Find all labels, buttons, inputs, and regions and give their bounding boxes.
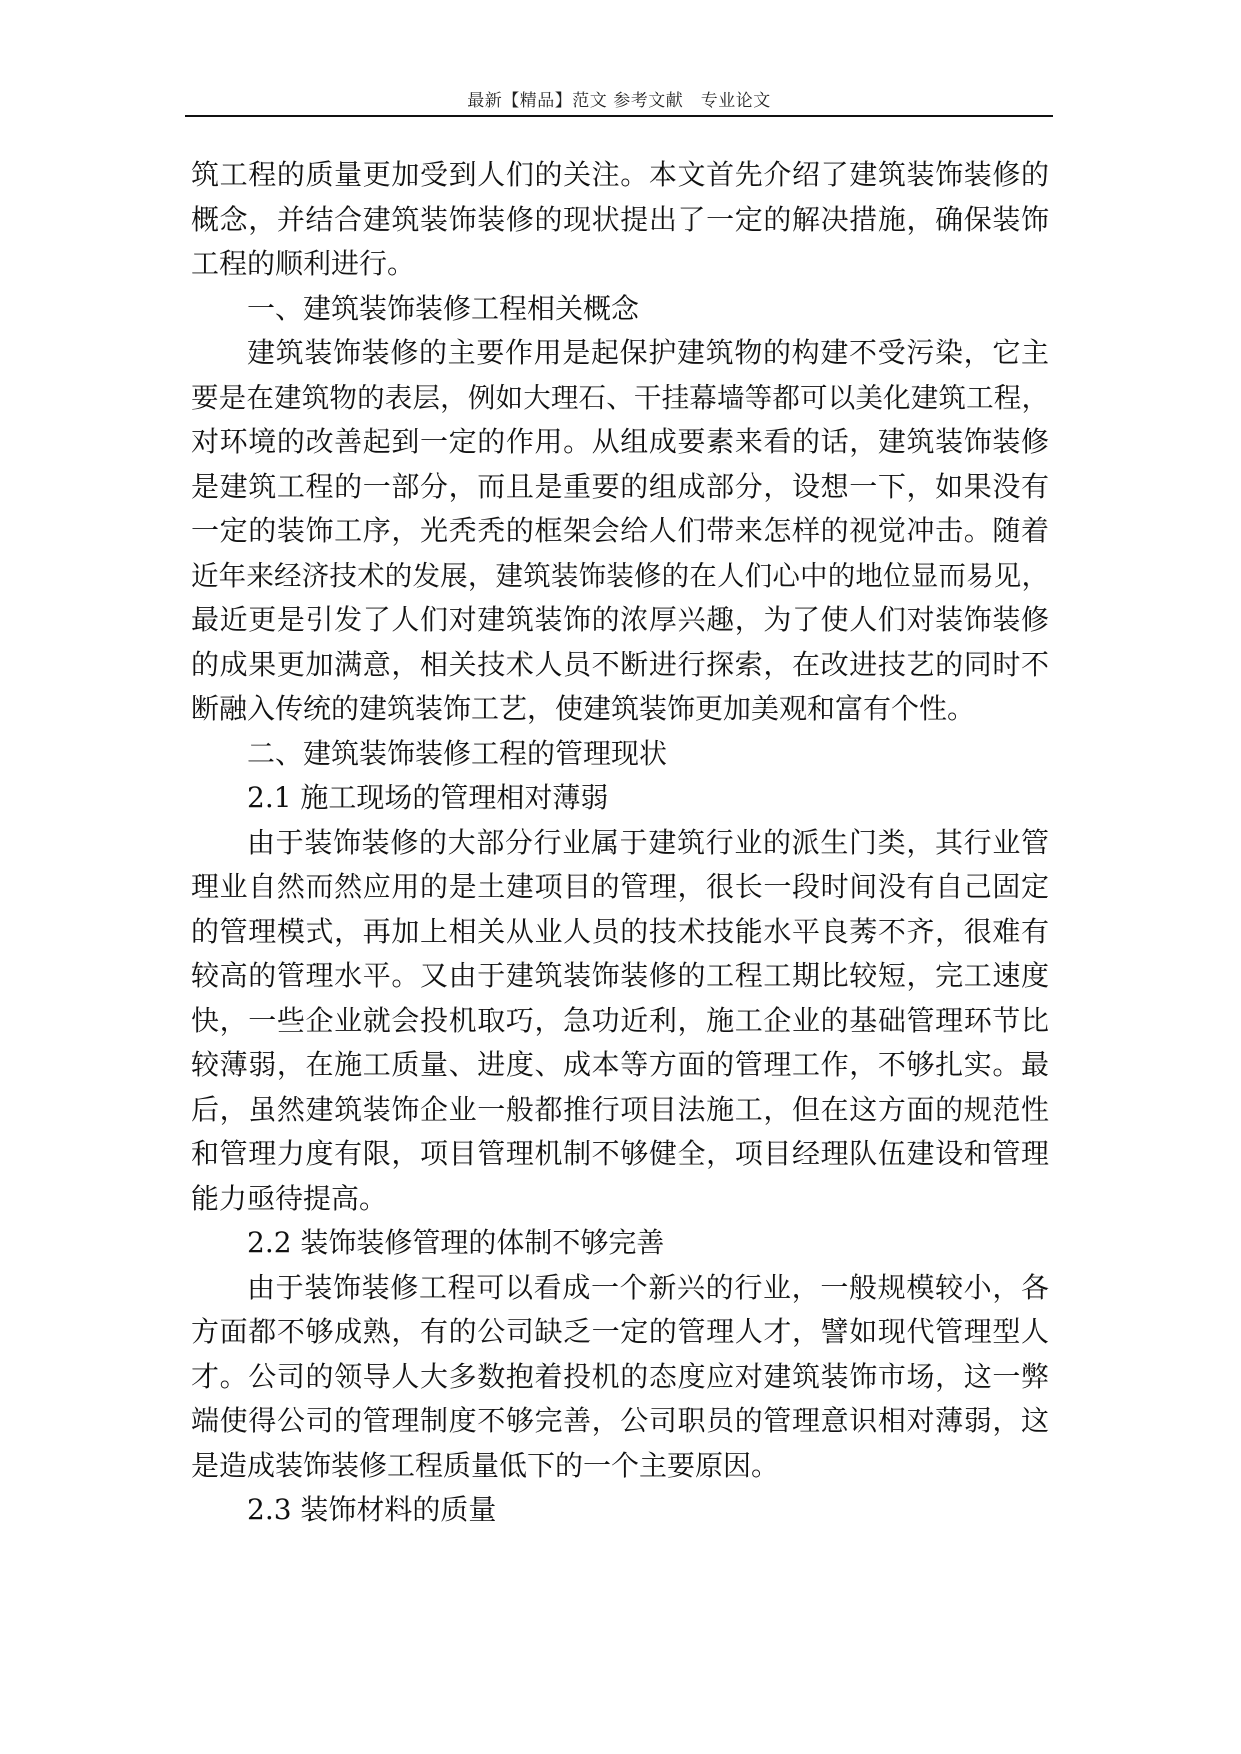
text-line: 的成果更加满意，相关技术人员不断进行探索，在改进技艺的同时不 <box>191 647 1049 681</box>
text-line: 筑工程的质量更加受到人们的关注。本文首先介绍了建筑装饰装修的 <box>191 158 1049 191</box>
text-line: 对环境的改善起到一定的作用。从组成要素来看的话，建筑装饰装修 <box>191 425 1049 458</box>
text-line: 近年来经济技术的发展，建筑装饰装修的在人们心中的地位显而易见， <box>191 559 1049 592</box>
text-line: 工程的顺利进行。 <box>191 247 416 280</box>
text-line: 一、建筑装饰装修工程相关概念 <box>247 291 640 325</box>
text-line: 较薄弱，在施工质量、进度、成本等方面的管理工作，不够扎实。最 <box>191 1048 1049 1081</box>
text-line: 端使得公司的管理制度不够完善，公司职员的管理意识相对薄弱，这 <box>191 1404 1049 1437</box>
text-line: 理业自然而然应用的是土建项目的管理，很长一段时间没有自己固定 <box>191 870 1049 903</box>
body-text <box>191 153 1049 1533</box>
text-line: 才。公司的领导人大多数抱着投机的态度应对建筑装饰市场，这一弊 <box>191 1359 1049 1393</box>
text-line: 要是在建筑物的表层，例如大理石、干挂幕墙等都可以美化建筑工程， <box>191 381 1049 414</box>
text-line: 是造成装饰装修工程质量低下的一个主要原因。 <box>191 1448 780 1482</box>
header-divider <box>185 115 1053 117</box>
text-line: 的管理模式，再加上相关从业人员的技术技能水平良莠不齐，很难有 <box>191 914 1049 948</box>
text-line: 后，虽然建筑装饰企业一般都推行项目法施工，但在这方面的规范性 <box>191 1092 1049 1126</box>
text-line: 由于装饰装修的大部分行业属于建筑行业的派生门类，其行业管 <box>247 825 1049 859</box>
text-line: 2.1 施工现场的管理相对薄弱 <box>247 781 609 814</box>
text-line: 快，一些企业就会投机取巧，急功近利，施工企业的基础管理环节比 <box>191 1003 1049 1037</box>
page-header: 最新【精品】范文 参考文献 专业论文 <box>467 91 771 111</box>
text-line: 2.3 装饰材料的质量 <box>247 1493 497 1526</box>
text-line: 最近更是引发了人们对建筑装饰的浓厚兴趣，为了使人们对装饰装修 <box>191 603 1049 636</box>
text-line: 断融入传统的建筑装饰工艺，使建筑装饰更加美观和富有个性。 <box>191 692 976 725</box>
text-line: 和管理力度有限，项目管理机制不够健全，项目经理队伍建设和管理 <box>191 1137 1049 1170</box>
text-line: 方面都不够成熟，有的公司缺乏一定的管理人才，譬如现代管理型人 <box>191 1315 1049 1348</box>
text-line: 二、建筑装饰装修工程的管理现状 <box>247 736 668 770</box>
text-line: 是建筑工程的一部分，而且是重要的组成部分，设想一下，如果没有 <box>191 469 1049 503</box>
text-line: 较高的管理水平。又由于建筑装饰装修的工程工期比较短，完工速度 <box>191 959 1049 992</box>
text-line: 2.2 装饰装修管理的体制不够完善 <box>247 1226 665 1259</box>
text-line: 建筑装饰装修的主要作用是起保护建筑物的构建不受污染，它主 <box>247 336 1049 369</box>
text-line: 概念，并结合建筑装饰装修的现状提出了一定的解决措施，确保装饰 <box>191 202 1049 236</box>
text-line: 一定的装饰工序，光秃秃的框架会给人们带来怎样的视觉冲击。随着 <box>191 514 1049 547</box>
text-line: 能力亟待提高。 <box>191 1181 388 1215</box>
text-line: 由于装饰装修工程可以看成一个新兴的行业，一般规模较小，各 <box>247 1270 1049 1304</box>
